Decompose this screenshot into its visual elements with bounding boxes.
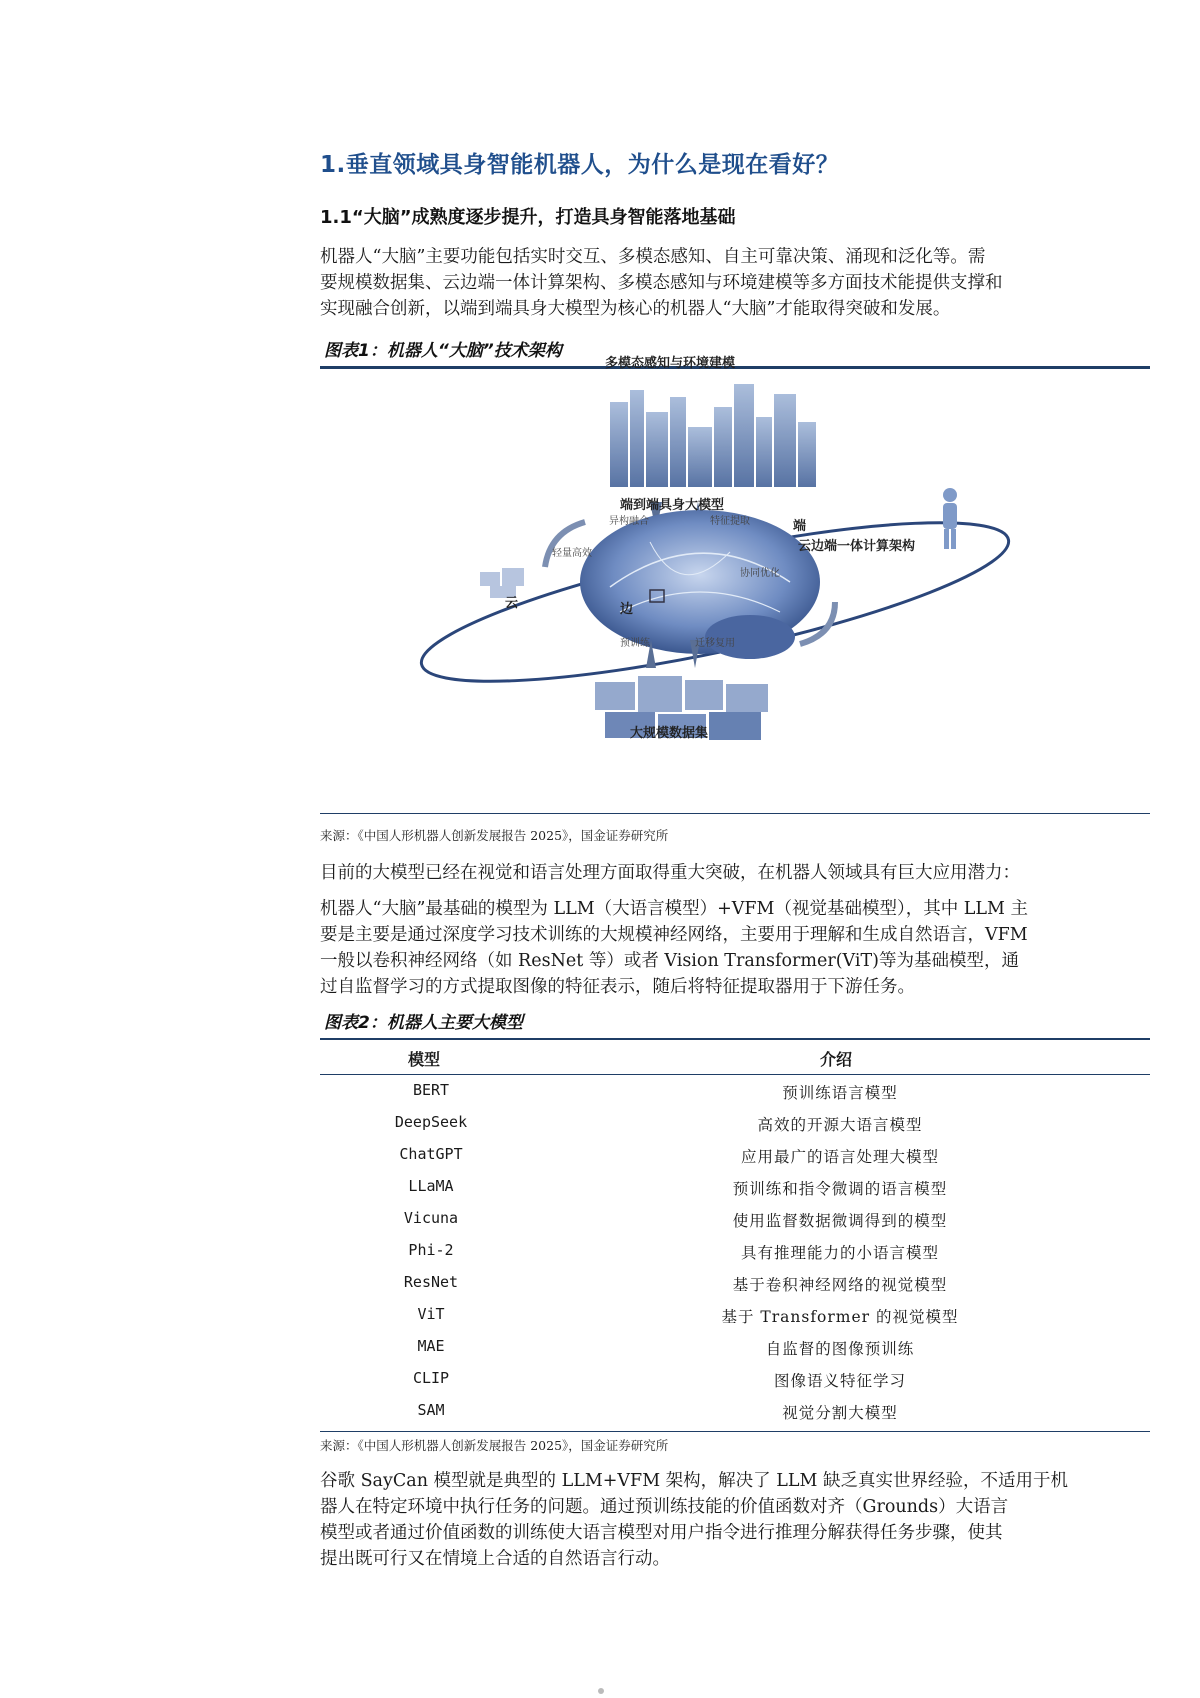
model-cell: DeepSeek <box>394 1113 468 1131</box>
model-cell: CLIP <box>412 1369 450 1387</box>
table-row <box>320 1267 1150 1299</box>
paragraph-2 <box>320 860 1152 886</box>
text-line: 目前的大模型已经在视觉和语言处理方面取得重大突破，在机器人领域具有巨大应用潜力： <box>320 863 1020 883</box>
figure1-title: 图表1：机器人“大脑”技术架构 <box>324 341 562 361</box>
model-cell: Phi-2 <box>408 1241 454 1259</box>
desc-cell: 具有推理能力的小语言模型 <box>740 1244 939 1262</box>
table-row <box>320 1395 1150 1427</box>
label-model: 端到端具身大模型 <box>620 498 725 513</box>
text-line: 机器人“大脑”最基础的模型为 LLM（大语言模型）+VFM（视觉基础模型），其中 LLM 主 <box>320 899 1029 919</box>
table-title: 图表2：机器人主要大模型 <box>324 1013 523 1033</box>
text-line: 实现融合创新，以端到端具身大模型为核心的机器人“大脑”才能取得突破和发展。 <box>320 299 951 319</box>
table-row <box>320 1107 1150 1139</box>
text-line: 一般以卷积神经网络（如 ResNet 等）或者 Vision Transformer(ViT)等为基础模型，通 <box>320 951 1019 971</box>
table-row <box>320 1139 1150 1171</box>
table-row <box>320 1363 1150 1395</box>
model-cell: ChatGPT <box>399 1145 463 1163</box>
humanoid-icon <box>943 488 957 549</box>
desc-cell: 预训练语言模型 <box>782 1084 898 1102</box>
page-indicator <box>598 1688 604 1694</box>
text-line: 器人在特定环境中执行任务的问题。通过预训练技能的价值函数对齐（Grounds）大语言 <box>320 1497 1009 1517</box>
model-cell: MAE <box>417 1337 445 1355</box>
figure1-bottom-rule <box>320 813 1150 814</box>
diagram-graphic <box>320 372 1150 812</box>
label-dataset: 大规模数据集 <box>630 726 709 741</box>
header-desc: 介绍 <box>820 1050 853 1069</box>
model-cell: ViT <box>417 1305 445 1323</box>
architecture-diagram <box>320 356 1150 812</box>
desc-cell: 自监督的图像预训练 <box>765 1340 915 1358</box>
model-cell: ResNet <box>403 1273 459 1291</box>
figure1-source: 来源：《中国人形机器人创新发展报告 2025》，国金证券研究所 <box>320 828 669 843</box>
paragraph-3 <box>320 896 1152 1000</box>
desc-cell: 高效的开源大语言模型 <box>757 1116 923 1134</box>
table-bottom-rule <box>320 1431 1150 1432</box>
text-line: 谷歌 SayCan 模型就是典型的 LLM+VFM 架构，解决了 LLM 缺乏真实世界经验，不适用于机 <box>320 1471 1068 1491</box>
label-arch: 云边端一体计算架构 <box>798 539 916 554</box>
label-transfer: 迁移复用 <box>695 638 735 649</box>
desc-cell: 预训练和指令微调的语言模型 <box>732 1180 948 1198</box>
model-cell: Vicuna <box>403 1209 459 1227</box>
desc-cell: 基于 Transformer 的视觉模型 <box>721 1308 959 1326</box>
section-heading: 1.垂直领域具身智能机器人，为什么是现在看好？ <box>320 152 840 178</box>
intro-paragraph <box>320 244 1152 322</box>
model-cell: BERT <box>412 1081 450 1099</box>
text-line: 提出既可行又在情境上合适的自然语言行动。 <box>320 1549 670 1569</box>
table-row <box>320 1203 1150 1235</box>
table-source: 来源：《中国人形机器人创新发展报告 2025》，国金证券研究所 <box>320 1438 669 1453</box>
label-pretrain: 预训练 <box>620 638 650 649</box>
label-end: 端 <box>793 519 807 534</box>
model-cell: SAM <box>417 1401 445 1419</box>
table-header <box>320 1038 1150 1075</box>
label-efficient: 轻量高效 <box>552 548 592 559</box>
desc-cell: 视觉分割大模型 <box>782 1404 898 1422</box>
text-line: 模型或者通过价值函数的训练使大语言模型对用户指令进行推理分解获得任务步骤，使其 <box>320 1523 1003 1543</box>
label-feature: 特征提取 <box>710 516 750 527</box>
label-edge: 边 <box>620 602 634 617</box>
desc-cell: 基于卷积神经网络的视觉模型 <box>732 1276 948 1294</box>
table-row <box>320 1331 1150 1363</box>
text-line: 要规模数据集、云边端一体计算架构、多模态感知与环境建模等多方面技术能提供支撑和 <box>320 273 1003 293</box>
label-cloud: 云 <box>505 596 519 611</box>
paragraph-4 <box>320 1468 1152 1572</box>
desc-cell: 图像语义特征学习 <box>773 1372 906 1390</box>
table-row <box>320 1299 1150 1331</box>
model-cell: LLaMA <box>408 1177 454 1195</box>
text-line: 机器人“大脑”主要功能包括实时交互、多模态感知、自主可靠决策、涌现和泛化等。需 <box>320 247 986 267</box>
text-line: 过自监督学习的方式提取图像的特征表示，随后将特征提取器用于下游任务。 <box>320 977 915 997</box>
table-row <box>320 1075 1150 1107</box>
label-top: 多模态感知与环境建模 <box>605 356 736 371</box>
text-line: 要是主要是通过深度学习技术训练的大规模神经网络，主要用于理解和生成自然语言，VFM <box>320 925 1028 945</box>
header-model: 模型 <box>408 1050 441 1069</box>
desc-cell: 使用监督数据微调得到的模型 <box>732 1212 948 1230</box>
label-collab: 协同优化 <box>740 568 780 579</box>
desc-cell: 应用最广的语言处理大模型 <box>740 1148 939 1166</box>
table-row <box>320 1235 1150 1267</box>
label-fusion: 异构融合 <box>609 516 649 527</box>
table-row <box>320 1171 1150 1203</box>
subsection-heading: 1.1“大脑”成熟度逐步提升，打造具身智能落地基础 <box>320 207 736 228</box>
city-graphic <box>610 384 816 487</box>
